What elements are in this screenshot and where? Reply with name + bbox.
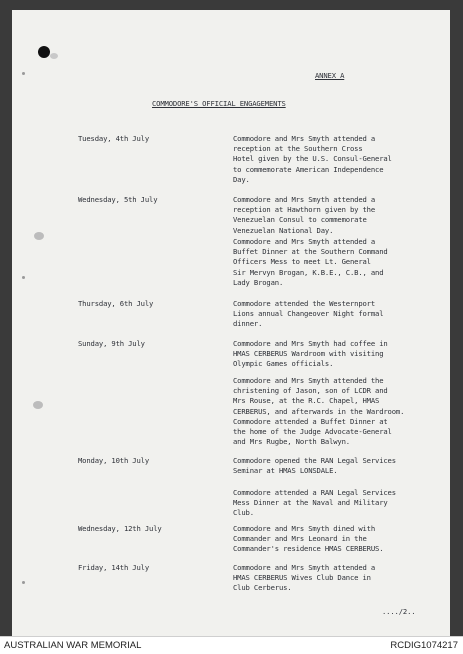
binding-dot (22, 72, 25, 75)
engagement-text-line: Mrs Rouse, at the R.C. Chapel, HMAS (233, 396, 380, 406)
footer-record-id: RCDIG1074217 (390, 640, 458, 651)
engagement-date: Monday, 10th July (78, 456, 150, 465)
engagement-text-line: Seminar at HMAS LONSDALE. (233, 466, 338, 476)
engagement-text-line: Club Cerberus. (233, 583, 292, 593)
engagement-text-line: Lions annual Changeover Night formal (233, 309, 384, 319)
engagement-text-line: and Mrs Rugbe, North Balwyn. (233, 437, 350, 447)
engagement-text-line: Commodore attended the Westernport (233, 299, 376, 308)
engagement-text-line: CERBERUS, and afterwards in the Wardroom. (233, 406, 405, 416)
engagement-text-line: Commodore and Mrs Smyth dined with (233, 524, 376, 533)
engagement-date: Tuesday, 4th July (78, 134, 150, 143)
engagement-text-line: reception at the Southern Cross (233, 144, 363, 154)
footer-institution: AUSTRALIAN WAR MEMORIAL (4, 640, 142, 651)
archive-footer (0, 636, 463, 654)
engagement-text-line: Commodore opened the RAN Legal Services (233, 456, 396, 465)
engagement-text-line: Commodore and Mrs Smyth had coffee in (233, 339, 388, 348)
engagement-text-line: the home of the Judge Advocate-General (233, 427, 392, 437)
annex-heading: ANNEX A (315, 71, 345, 80)
engagement-text-line: Venezuelan Consul to commemorate (233, 215, 367, 225)
engagement-text-line: Commodore attended a RAN Legal Services (233, 488, 396, 497)
engagement-text-line: Commodore and Mrs Smyth attended the (233, 376, 384, 385)
engagement-text-line: Venezuelan National Day. (233, 225, 334, 235)
engagement-text-line: Sir Mervyn Brogan, K.B.E., C.B., and (233, 267, 384, 277)
engagement-text-line: reception at Hawthorn given by the (233, 205, 376, 215)
engagement-date: Friday, 14th July (78, 563, 150, 572)
engagement-text-line: Hotel given by the U.S. Consul-General (233, 154, 392, 164)
engagement-text-line: Commodore and Mrs Smyth attended a (233, 563, 376, 572)
engagement-text-line: Commodore and Mrs Smyth attended a (233, 195, 376, 204)
engagement-date: Sunday, 9th July (78, 339, 145, 348)
document-title: COMMODORE'S OFFICIAL ENGAGEMENTS (152, 99, 286, 108)
engagement-text-line: dinner. (233, 319, 263, 329)
engagement-text-line: Commodore and Mrs Smyth attended a (233, 134, 376, 143)
engagement-date: Wednesday, 5th July (78, 195, 158, 204)
engagement-text-line: to commemorate American Independence (233, 164, 384, 174)
binding-dot (22, 581, 25, 584)
engagement-date: Wednesday, 12th July (78, 524, 162, 533)
engagement-text-line: HMAS CERBERUS Wardroom with visiting (233, 349, 384, 359)
engagement-text-line: Commander and Mrs Leonard in the (233, 534, 367, 544)
engagement-text-line: Commodore and Mrs Smyth attended a (233, 237, 376, 246)
engagement-text-line: christening of Jason, son of LCDR and (233, 386, 388, 396)
page-continuation: ..../2.. (382, 607, 416, 616)
punch-hole (38, 46, 50, 58)
engagement-text-line: Officers Mess to meet Lt. General (233, 257, 371, 267)
engagement-text-line: Olympic Games officials. (233, 359, 334, 369)
punch-mark (50, 53, 58, 59)
engagement-text-line: Buffet Dinner at the Southern Command (233, 247, 388, 257)
staple-mark (33, 401, 43, 409)
engagement-text-line: Lady Brogan. (233, 277, 284, 287)
document-sheet (12, 10, 450, 636)
engagement-text-line: HMAS CERBERUS Wives Club Dance in (233, 573, 371, 583)
engagement-text-line: Mess Dinner at the Naval and Military (233, 498, 388, 508)
binding-dot (22, 276, 25, 279)
staple-mark (34, 232, 44, 240)
engagement-text-line: Club. (233, 508, 254, 518)
engagement-text-line: Day. (233, 174, 250, 184)
engagement-text-line: Commander's residence HMAS CERBERUS. (233, 544, 384, 554)
engagement-text-line: Commodore attended a Buffet Dinner at (233, 417, 388, 426)
engagement-date: Thursday, 6th July (78, 299, 154, 308)
